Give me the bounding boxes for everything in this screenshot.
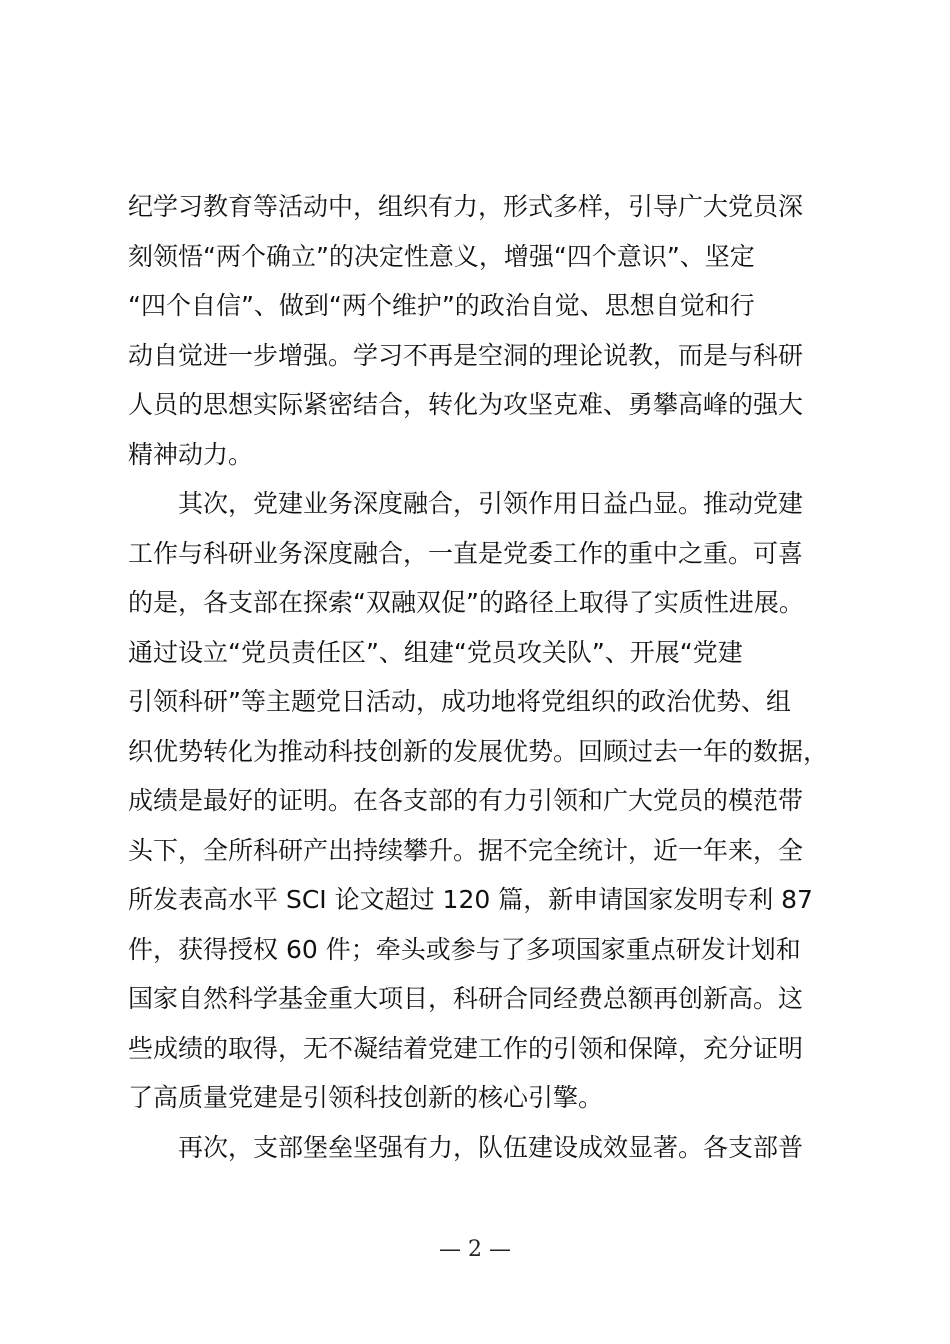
text-line: 所发表高水平 SCI 论文超过 120 篇，新申请国家发明专利 87 [128,885,813,914]
text-line: 些成绩的取得，无不凝结着党建工作的引领和保障，充分证明 [128,1033,804,1063]
text-line: 国家自然科学基金重大项目，科研合同经费总额再创新高。这 [128,984,804,1013]
body-text [128,182,868,1172]
text-line: 引领科研”等主题党日活动，成功地将党组织的政治优势、组 [128,687,791,716]
text-line: 精神动力。 [128,439,254,469]
text-line: 通过设立“党员责任区”、组建“党员攻关队”、开展“党建 [128,637,743,667]
text-line: 纪学习教育等活动中，组织有力，形式多样，引导广大党员深 [128,192,804,221]
text-line: 的是，各支部在探索“双融双促”的路径上取得了实质性进展。 [128,588,804,617]
text-line: 其次，党建业务深度融合，引领作用日益凸显。推动党建 [128,489,804,518]
text-line: 头下，全所科研产出持续攀升。据不完全统计，近一年来，全 [128,835,804,865]
text-line: 动自觉进一步增强。学习不再是空洞的理论说教，而是与科研 [128,340,804,370]
text-line: 人员的思想实际紧密结合，转化为攻坚克难、勇攀高峰的强大 [128,390,804,419]
text-line: “四个自信”、做到“两个维护”的政治自觉、思想自觉和行 [128,291,755,320]
text-line: 件，获得授权 60 件；牵头或参与了多项国家重点研发计划和 [128,934,801,964]
text-line: 了高质量党建是引领科技创新的核心引擎。 [128,1083,604,1112]
page-number: — 2 — [439,1237,511,1262]
text-line: 再次，支部堡垒坚强有力，队伍建设成效显著。各支部普 [128,1132,804,1162]
text-line: 织优势转化为推动科技创新的发展优势。回顾过去一年的数据， [128,736,829,766]
text-line: 工作与科研业务深度融合，一直是党委工作的重中之重。可喜 [128,538,804,568]
text-line: 刻领悟“两个确立”的决定性意义，增强“四个意识”、坚定 [128,241,755,271]
text-line: 成绩是最好的证明。在各支部的有力引领和广大党员的模范带 [128,786,804,815]
